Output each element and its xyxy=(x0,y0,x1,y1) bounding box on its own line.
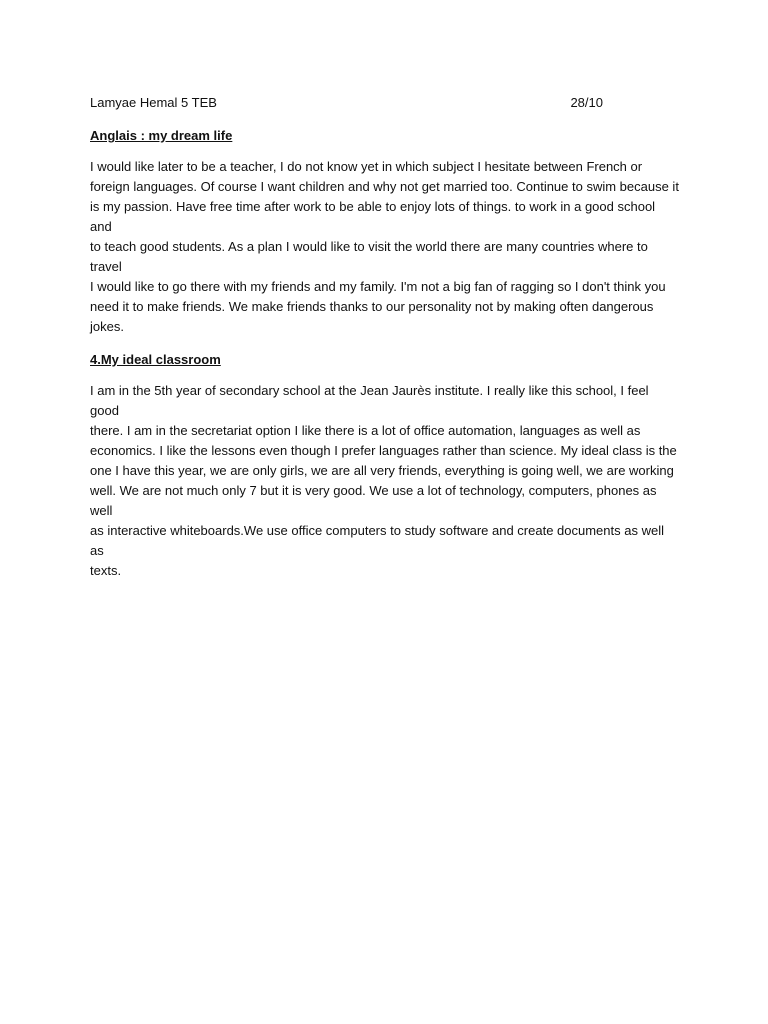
paragraph-line: jokes. xyxy=(90,319,124,334)
paragraph-line: economics. I like the lessons even though I prefer languages rather than science. My ideal class is the xyxy=(90,443,677,458)
author-line: Lamyae Hemal 5 TEB xyxy=(90,95,217,110)
paragraph-line: texts. xyxy=(90,563,122,578)
paragraph-line: I would like to go there with my friends and my family. I'm not a big fan of ragging so I don't think you xyxy=(90,279,666,294)
document-page xyxy=(90,93,680,581)
paragraph-line: I am in the 5th year of secondary school at the Jean Jaurès institute. I really like this school, I feel good xyxy=(90,383,649,418)
section-heading: Anglais : my dream life xyxy=(90,128,233,143)
document-header xyxy=(90,93,680,113)
paragraph-line: one I have this year, we are only girls, we are all very friends, everything is going well, we are working xyxy=(90,463,674,478)
section-paragraph xyxy=(90,157,680,337)
section-ideal-classroom xyxy=(90,350,680,581)
section-heading: 4.My ideal classroom xyxy=(90,352,221,367)
section-dream-life xyxy=(90,126,680,337)
paragraph-line: well. We are not much only 7 but it is very good. We use a lot of technology, computers, phones as well xyxy=(90,483,657,518)
section-paragraph xyxy=(90,381,680,581)
paragraph-line: I would like later to be a teacher, I do not know yet in which subject I hesitate between French or xyxy=(90,159,643,174)
paragraph-line: is my passion. Have free time after work to be able to enjoy lots of things. to work in a good school and xyxy=(90,199,656,234)
paragraph-line: foreign languages. Of course I want children and why not get married too. Continue to swim because it xyxy=(90,179,679,194)
paragraph-line: there. I am in the secretariat option I like there is a lot of office automation, languages as well as xyxy=(90,423,641,438)
document-date: 28/10 xyxy=(570,95,603,110)
paragraph-line: need it to make friends. We make friends thanks to our personality not by making often dangerous xyxy=(90,299,654,314)
paragraph-line: to teach good students. As a plan I would like to visit the world there are many countries where to travel xyxy=(90,239,648,274)
paragraph-line: as interactive whiteboards.We use office computers to study software and create documents as well as xyxy=(90,523,664,558)
